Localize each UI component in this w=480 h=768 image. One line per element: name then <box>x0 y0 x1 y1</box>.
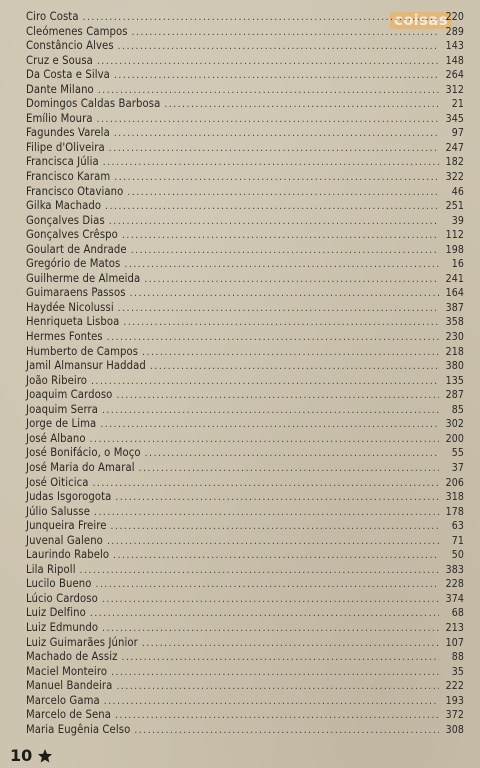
dot-leader <box>116 680 439 695</box>
index-entry <box>26 519 464 534</box>
index-entry <box>26 155 464 170</box>
dot-leader <box>123 316 439 331</box>
index-entry <box>26 141 464 156</box>
page-reference: 218 <box>445 345 464 358</box>
dot-leader <box>83 11 439 26</box>
dot-leader <box>114 127 439 142</box>
dot-leader <box>109 215 439 230</box>
page-reference: 63 <box>451 520 464 533</box>
page-reference: 222 <box>445 680 464 693</box>
dot-leader <box>107 535 439 550</box>
watermark-logo: coisas <box>390 12 452 29</box>
author-name: Marcelo de Sena <box>26 708 112 722</box>
author-name: Filipe d'Oliveira <box>26 140 105 154</box>
page-reference: 148 <box>445 54 464 67</box>
page-reference: 68 <box>451 607 464 620</box>
page-reference: 372 <box>445 709 464 722</box>
page-reference: 178 <box>445 505 464 518</box>
index-entry <box>26 490 464 505</box>
dot-leader <box>145 447 439 462</box>
author-name: Haydée Nicolussi <box>26 300 114 314</box>
dot-leader <box>103 156 439 171</box>
dot-leader <box>164 98 439 113</box>
index-entry <box>26 534 464 549</box>
author-name: Cleómenes Campos <box>26 24 128 38</box>
author-name: Gonçalves Dias <box>26 213 105 227</box>
index-entry <box>26 257 464 272</box>
index-entry <box>26 548 464 563</box>
dot-leader <box>102 404 439 419</box>
author-name: José Maria do Amaral <box>26 460 135 474</box>
index-entry <box>26 25 464 40</box>
page-reference: 88 <box>451 651 464 664</box>
page-reference: 107 <box>445 636 464 649</box>
author-name: José Albano <box>26 431 86 445</box>
index-entry <box>26 330 464 345</box>
dot-leader <box>98 84 439 99</box>
index-entry <box>26 708 464 723</box>
author-name: Ciro Costa <box>26 10 79 23</box>
page-reference: 16 <box>451 258 464 271</box>
author-name: Francisca Júlia <box>26 155 99 169</box>
index-entry <box>26 214 464 229</box>
index-entry <box>26 199 464 214</box>
page-reference: 358 <box>445 316 464 329</box>
author-name: Luiz Edmundo <box>26 620 99 634</box>
page-footer <box>10 746 53 765</box>
index-entry <box>26 388 464 403</box>
page-reference: 97 <box>451 127 464 140</box>
author-name: Gilka Machado <box>26 199 102 213</box>
dot-leader <box>114 171 439 186</box>
index-entry <box>26 403 464 418</box>
index-entry <box>26 621 464 636</box>
author-name: José Oiticica <box>26 475 89 489</box>
dot-leader <box>97 55 439 70</box>
index-entry <box>26 577 464 592</box>
author-name: Constâncio Alves <box>26 39 114 53</box>
author-name: Gonçalves Crêspo <box>26 228 118 242</box>
dot-leader <box>91 375 439 390</box>
author-name: Lúcio Cardoso <box>26 591 98 605</box>
page-reference: 374 <box>445 592 464 605</box>
page-reference: 206 <box>445 476 464 489</box>
author-name: Gregório de Matos <box>26 257 121 271</box>
index-entry <box>26 446 464 461</box>
index-entry <box>26 126 464 141</box>
index-entry <box>26 505 464 520</box>
author-name: Guilherme de Almeida <box>26 271 141 285</box>
page-reference: 345 <box>445 112 464 125</box>
page-reference: 287 <box>445 389 464 402</box>
index-entry <box>26 606 464 621</box>
page-reference: 302 <box>445 418 464 431</box>
dot-leader <box>109 142 439 157</box>
index-entry <box>26 694 464 709</box>
dot-leader <box>150 360 439 375</box>
index-entry <box>26 679 464 694</box>
page-reference: 213 <box>445 621 464 634</box>
author-name: Da Costa e Silva <box>26 68 110 82</box>
index-entry <box>26 39 464 54</box>
dot-leader <box>80 564 439 579</box>
page-reference: 143 <box>445 40 464 53</box>
page-reference: 39 <box>451 214 464 227</box>
dot-leader <box>104 695 439 710</box>
page-reference: 228 <box>445 578 464 591</box>
page-reference: 37 <box>451 461 464 474</box>
dot-leader <box>122 229 439 244</box>
index-entry <box>26 112 464 127</box>
index-entry <box>26 243 464 258</box>
page-reference: 241 <box>445 272 464 285</box>
index-entry <box>26 10 464 25</box>
index-entry <box>26 68 464 83</box>
index-entry <box>26 723 464 738</box>
dot-leader <box>111 520 439 535</box>
dot-leader <box>90 607 439 622</box>
author-name: Guimaraens Passos <box>26 286 126 300</box>
page-reference: 247 <box>445 141 464 154</box>
page-reference: 318 <box>445 491 464 504</box>
author-name: Goulart de Andrade <box>26 242 127 256</box>
dot-leader <box>118 302 439 317</box>
dot-leader <box>100 418 439 433</box>
index-entry <box>26 286 464 301</box>
dot-leader <box>124 258 439 273</box>
author-name: Laurindo Rabelo <box>26 548 110 562</box>
author-name: Juvenal Galeno <box>26 533 103 547</box>
dot-leader <box>94 506 439 521</box>
page-reference: 164 <box>445 287 464 300</box>
page-reference: 21 <box>451 98 464 111</box>
index-entry <box>26 301 464 316</box>
page-reference: 322 <box>445 171 464 184</box>
page-number: 10 <box>10 746 33 765</box>
author-name: Júlio Salusse <box>26 504 91 518</box>
dot-leader <box>122 651 439 666</box>
page-reference: 50 <box>451 549 464 562</box>
author-name: Luiz Delfino <box>26 606 86 620</box>
page-reference: 380 <box>445 360 464 373</box>
page-reference: 200 <box>445 432 464 445</box>
author-name: Dante Milano <box>26 82 94 96</box>
author-name: Francisco Otaviano <box>26 184 124 198</box>
author-name: Domingos Caldas Barbosa <box>26 97 161 111</box>
page-reference: 71 <box>451 534 464 547</box>
index-entry <box>26 665 464 680</box>
page-reference: 289 <box>445 25 464 38</box>
author-name: José Bonifácio, o Moço <box>26 446 141 460</box>
author-name: Humberto de Campos <box>26 344 139 358</box>
dot-leader <box>142 346 439 361</box>
index-entry <box>26 228 464 243</box>
author-name: Fagundes Varela <box>26 126 110 140</box>
dot-leader <box>93 477 439 492</box>
page-reference: 308 <box>445 723 464 736</box>
dot-leader <box>134 724 439 739</box>
author-name: Joaquim Serra <box>26 402 98 416</box>
page-reference: 251 <box>445 200 464 213</box>
author-name: Cruz e Sousa <box>26 53 93 67</box>
index-entry <box>26 563 464 578</box>
page-reference: 383 <box>445 563 464 576</box>
index-entry <box>26 476 464 491</box>
author-name: Jorge de Lima <box>26 417 97 431</box>
index-entry <box>26 374 464 389</box>
author-name: Marcelo Gama <box>26 693 100 707</box>
dot-leader <box>132 26 439 41</box>
dot-leader <box>115 491 439 506</box>
index-entry <box>26 461 464 476</box>
page-reference: 198 <box>445 243 464 256</box>
dot-leader <box>139 462 439 477</box>
page-reference: 55 <box>451 447 464 460</box>
dot-leader <box>115 709 439 724</box>
index-entry <box>26 650 464 665</box>
star-icon <box>37 748 53 764</box>
dot-leader <box>95 578 439 593</box>
author-name: Henriqueta Lisboa <box>26 315 120 329</box>
dot-leader <box>97 113 439 128</box>
author-name: Hermes Fontes <box>26 330 103 344</box>
index-entry <box>26 592 464 607</box>
dot-leader <box>114 69 439 84</box>
author-name: Lila Ripoll <box>26 562 76 576</box>
index-entry <box>26 417 464 432</box>
index-entry <box>26 315 464 330</box>
author-name: Machado de Assiz <box>26 650 118 664</box>
author-name: Junqueira Freire <box>26 519 107 533</box>
dot-leader <box>118 40 439 55</box>
dot-leader <box>116 389 439 404</box>
index-entry <box>26 345 464 360</box>
page-reference: 230 <box>445 331 464 344</box>
page-reference: 112 <box>445 229 464 242</box>
page-reference: 85 <box>451 403 464 416</box>
author-name: Joaquim Cardoso <box>26 388 113 402</box>
dot-leader <box>144 273 439 288</box>
index-entry <box>26 170 464 185</box>
page-reference: 193 <box>445 694 464 707</box>
page-reference: 312 <box>445 83 464 96</box>
author-name: Maciel Monteiro <box>26 664 108 678</box>
index-entry <box>26 359 464 374</box>
index-entry <box>26 185 464 200</box>
author-name: Manuel Bandeira <box>26 679 113 693</box>
dot-leader <box>130 287 439 302</box>
page-reference: 35 <box>451 665 464 678</box>
dot-leader <box>127 186 439 201</box>
author-name: Maria Eugênia Celso <box>26 722 131 736</box>
author-name: Judas Isgorogota <box>26 490 112 504</box>
dot-leader <box>113 549 439 564</box>
index-entry <box>26 272 464 287</box>
index-entry <box>26 432 464 447</box>
dot-leader <box>90 433 439 448</box>
author-name: Luiz Guimarães Júnior <box>26 635 138 649</box>
author-name: Francisco Karam <box>26 170 111 184</box>
index-entry <box>26 54 464 69</box>
author-name: Lucilo Bueno <box>26 577 92 591</box>
page-reference: 135 <box>445 374 464 387</box>
index-entry <box>26 97 464 112</box>
page-reference: 182 <box>445 156 464 169</box>
author-name: Emílio Moura <box>26 111 93 125</box>
page-reference: 46 <box>451 185 464 198</box>
index-entry <box>26 83 464 98</box>
index-entry <box>26 636 464 651</box>
dot-leader <box>131 244 439 259</box>
page-reference: 264 <box>445 69 464 82</box>
author-index-list <box>26 10 464 737</box>
page-reference: 387 <box>445 301 464 314</box>
dot-leader <box>105 200 439 215</box>
dot-leader <box>102 622 439 637</box>
author-name: João Ribeiro <box>26 373 88 387</box>
dot-leader <box>111 666 439 681</box>
author-name: Jamil Almansur Haddad <box>26 359 146 373</box>
page-reference: 220 <box>445 11 464 23</box>
dot-leader <box>107 331 439 346</box>
dot-leader <box>142 637 439 652</box>
dot-leader <box>102 593 439 608</box>
